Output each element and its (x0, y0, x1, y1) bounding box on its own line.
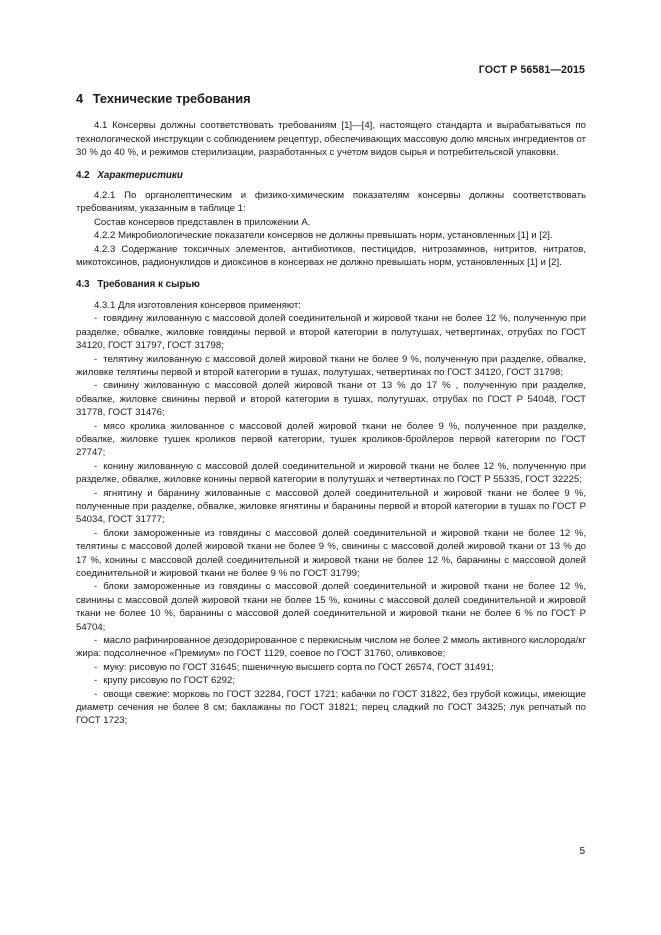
section-number: 4.2 (76, 169, 90, 181)
list-item (76, 379, 586, 419)
list-dash: - (94, 527, 98, 539)
paragraph-4-3-1: 4.3.1 Для изготовления консервов применяют: (94, 299, 301, 311)
list-dash: - (94, 635, 98, 647)
list-item-text: овощи свежие: морковь по ГОСТ 32284, ГОСТ 1721; кабачки по ГОСТ 31822, без грубой кожицы, имеющие диаметр сечения не более 8 см; баклажаны по ГОСТ 31821; перец сладкий по ГОСТ 34325; лук репчатый по ГОСТ 1723; (76, 688, 586, 727)
list-dash: - (94, 661, 98, 673)
list-item (76, 420, 586, 460)
paragraph-4-2-3: 4.2.3 Содержание токсичных элементов, антибиотиков, пестицидов, нитрозаминов, нитритов, нитратов, микотоксинов, радионуклидов и диоксинов в консервах не должно превышать норм, установленных [1] и [2]. (76, 243, 586, 269)
list-item (76, 634, 586, 661)
list-item (76, 580, 586, 634)
list-dash: - (94, 487, 98, 499)
list-dash: - (94, 675, 98, 687)
section-title: Характеристики (97, 169, 183, 181)
list-item-text: блоки замороженные из говядины с массовой долей соединительной и жировой ткани не более 12 %, телятины с массовой долей жировой ткани не более 9 %, свинины с массовой долей жировой ткани от 13 % до 17 %, конины с массовой долей соединительной и жировой ткани не более 12 %, баранины с массовой долей соединительной и жировой ткани не более 9 % по ГОСТ 31799; (76, 527, 586, 579)
list-item-text: говядину жилованную с массовой долей соединительной и жировой ткани не более 12 %, полученную при разделке, обвалке, жиловке говядины первой и второй категории в полутушах, четвертинах, отрубах по ГОСТ 34120, ГОСТ 31797, ГОСТ 31798; (76, 313, 586, 352)
page-number: 5 (579, 846, 585, 857)
list-item (76, 460, 586, 487)
list-item-text: масло рафинированное дезодорированное с перекисным числом не более 2 ммоль активного кислорода/кг жира: подсолнечное «Премиум» по ГОСТ 1129, соевое по ГОСТ 31760, оливковое; (76, 635, 586, 660)
list-item (76, 527, 586, 581)
section-title: Технические требования (92, 91, 251, 106)
paragraph-4-2-1: 4.2.1 По органолептическим и физико-химическим показателям консервы должны соответствовать требованиям, указанным в таблице 1: (76, 190, 586, 215)
paragraph-4-1-text: 4.1 Консервы должны соответствовать требованиям [1]—[4], настоящего стандарта и вырабатываться по технологической инструкции с соблюдением рецептур, обеспечивающих массовую долю мясных ингредиентов от 30 % до 40 %, и режимов стерилизации, разработанных с учетом видов сырья и потребительской упаковки. (76, 120, 586, 159)
section-4-3-heading (76, 278, 586, 291)
section-number: 4 (76, 91, 84, 106)
list-item-text: конину жилованную с массовой долей соединительной и жировой ткани не более 12 %, полученную при разделке, обвалке, жиловке конины первой категории в полутушах и четвертинах по ГОСТ Р 55335, ГОСТ 32225; (76, 460, 586, 486)
list-dash: - (94, 581, 98, 593)
section-4-heading (76, 92, 586, 105)
list-dash: - (94, 380, 98, 392)
section-number: 4.3 (76, 279, 90, 291)
paragraph-4-2-1-note: Состав консервов представлен в приложении А. (94, 216, 311, 228)
list-item-text: свинину жилованную с массовой долей жировой ткани от 13 % до 17 % , полученную при разделке, обвалке, жиловке свинины первой и второй категории в тушах, полутушах, отрубах по ГОСТ Р 54048, ГОСТ 31778, ГОСТ 31476; (76, 380, 586, 419)
paragraph-4-2-2: 4.2.2 Микробиологические показатели консервов не должны превышать норм, установленных [1] и [2]. (94, 230, 553, 242)
list-dash: - (94, 353, 98, 365)
list-item (76, 353, 586, 380)
section-title: Требования к сырью (97, 279, 200, 291)
list-item-text: ягнятину и баранину жилованные с массовой долей соединительной и жировой ткани не более 9 %, полученные при разделке, обвалке, жиловке ягнятины и баранины первой и второй категории в тушах по ГОСТ Р 54034, ГОСТ 31777; (76, 487, 586, 526)
list-dash: - (94, 460, 98, 472)
list-item-text: муку: рисовую по ГОСТ 31645; пшеничную высшего сорта по ГОСТ 26574, ГОСТ 31491; (103, 661, 494, 673)
paragraph-4-1 (76, 119, 586, 159)
list-item (76, 312, 586, 352)
list-item (76, 661, 586, 674)
raw-material-list (76, 312, 586, 728)
list-item-text: телятину жилованную с массовой долей жировой ткани не более 9 %, полученную при разделке, обвалке, жиловке телятины первой и второй категории в тушах, полутушах, четвертинах по ГОСТ 34120, ГОСТ 31798; (76, 353, 586, 378)
list-dash: - (94, 313, 98, 325)
section-4-2-heading (76, 169, 586, 182)
list-dash: - (94, 420, 98, 432)
list-dash: - (94, 688, 98, 700)
standard-header: ГОСТ Р 56581—2015 (478, 64, 585, 76)
list-item-text: блоки замороженные из говядины с массовой долей соединительной и жировой ткани не более 12 %, свинины с массовой долей жировой ткани не более 15 %, конины с массовой долей соединительной и жировой ткани не более 10 %, баранины с массовой долей соединительной и жировой ткани не более 6 % по ГОСТ Р 54704; (76, 581, 586, 633)
list-item-text: крупу рисовую по ГОСТ 6292; (103, 675, 236, 687)
page-content (76, 92, 586, 728)
list-item (76, 688, 586, 728)
list-item (76, 674, 586, 687)
list-item-text: мясо кролика жилованное с массовой долей жировой ткани не более 9 %, полученное при разделке, обвалке, жиловке тушек кроликов первой категории, тушек кроликов-бройлеров первой категории по ГОСТ 27747; (76, 420, 586, 459)
list-item (76, 487, 586, 527)
